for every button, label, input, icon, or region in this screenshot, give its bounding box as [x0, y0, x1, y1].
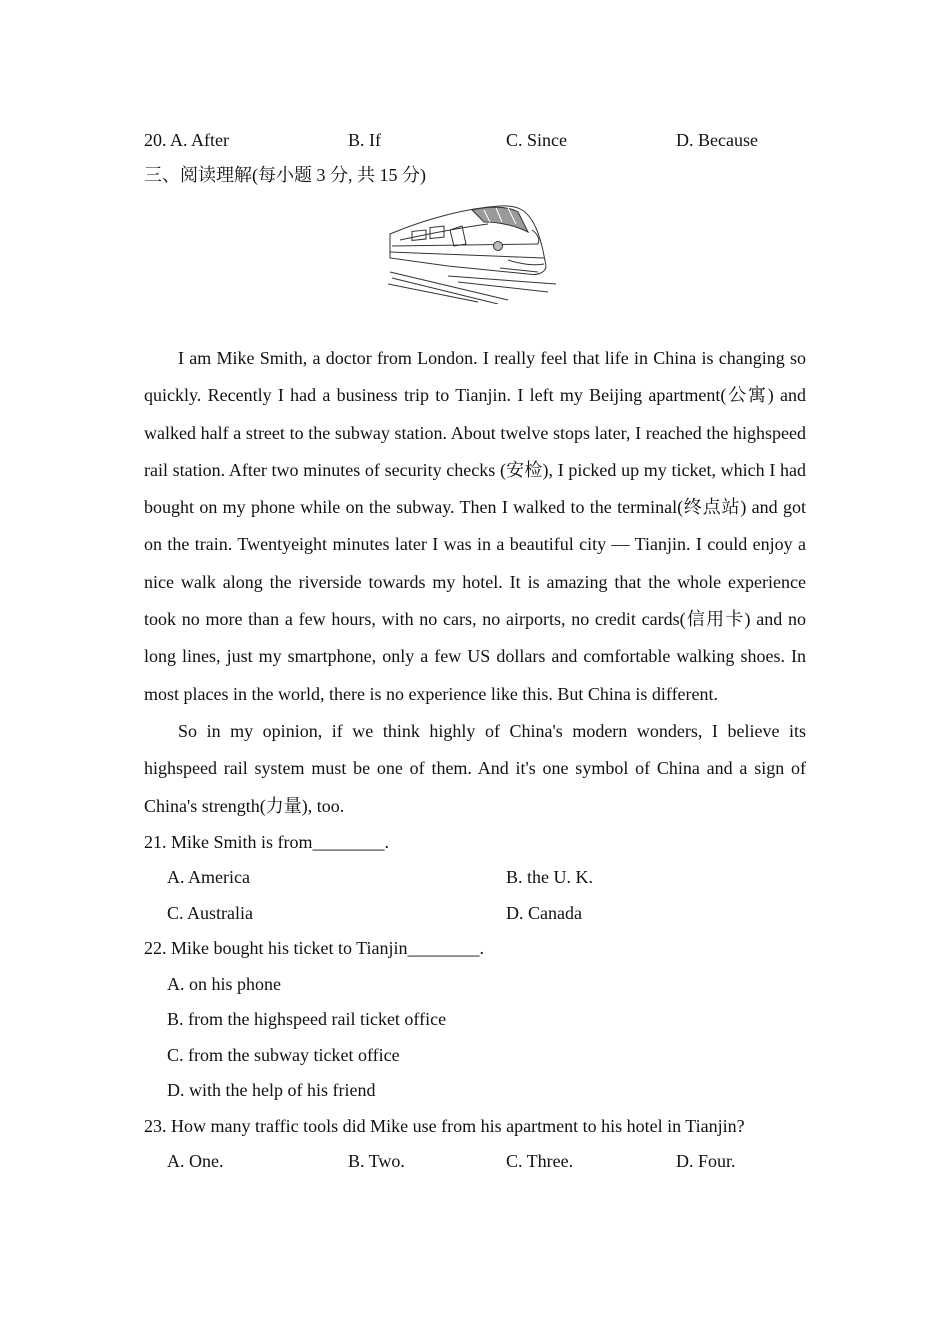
illustration	[144, 192, 806, 340]
question-20-option-d: D. Because	[676, 130, 758, 150]
question-20-options	[144, 122, 806, 158]
question-21-option-a: A. America	[167, 867, 250, 888]
question-20-option-a-text: A. After	[170, 130, 229, 150]
question-21-option-b: B. the U. K.	[506, 867, 593, 888]
question-22-option-d: D. with the help of his friend	[167, 1080, 376, 1101]
question-20-option-c: C. Since	[506, 130, 567, 150]
exam-page	[144, 122, 806, 1180]
question-23-stem: 23. How many traffic tools did Mike use from his apartment to his hotel in Tianjin?	[144, 1115, 745, 1136]
question-22-option-b: B. from the highspeed rail ticket office	[167, 1009, 447, 1030]
question-20-option-a	[144, 122, 229, 158]
question-23-options	[144, 1144, 806, 1180]
question-20-option-b: B. If	[348, 130, 381, 150]
passage-paragraph-1: I am Mike Smith, a doctor from London. I really feel that life in China is changing so quickly. Recently I had a business trip to Tianjin. I left my Beijing apartment(公寓) and walked half a street to the subway station. About twelve stops later, I reached the highspeed rail station. After two minutes of security checks (安检), I picked up my ticket, which I had bought on my phone while on the subway. Then I walked to the terminal(终点站) and got on the train. Twentyeight minutes later I was in a beautiful city — Tianjin. I could enjoy a nice walk along the riverside towards my hotel. It is amazing that the whole experience took no more than a few hours, with no cars, no airports, no credit cards(信用卡) and no long lines, just my smartphone, only a few US dollars and comfortable walking shoes. In most places in the world, there is no experience like this. But China is different.	[144, 348, 806, 704]
question-21-options-row-2	[144, 896, 806, 932]
question-21-option-c: C. Australia	[167, 902, 253, 923]
question-23-option-a: A. One.	[167, 1151, 224, 1172]
passage-paragraph-2: So in my opinion, if we think highly of China's modern wonders, I believe its highspeed rail system must be one of them. And it's one symbol of China and a sign of China's strength(力量), too.	[144, 720, 806, 816]
question-22-stem: 22. Mike bought his ticket to Tianjin________.	[144, 938, 485, 959]
section-title: 三、阅读理解(每小题 3 分, 共 15 分)	[144, 165, 426, 185]
question-23-option-d: D. Four.	[676, 1151, 736, 1172]
question-23-option-c: C. Three.	[506, 1151, 574, 1172]
question-23-option-b: B. Two.	[348, 1151, 405, 1172]
question-21-stem: 21. Mike Smith is from________.	[144, 831, 390, 852]
question-22-option-c: C. from the subway ticket office	[167, 1044, 400, 1065]
question-22-option-a: A. on his phone	[167, 973, 281, 994]
high-speed-train-icon	[388, 200, 560, 304]
question-21-option-d: D. Canada	[506, 902, 582, 923]
question-21-options-row-1	[144, 860, 806, 896]
question-20-number: 20.	[144, 130, 167, 150]
